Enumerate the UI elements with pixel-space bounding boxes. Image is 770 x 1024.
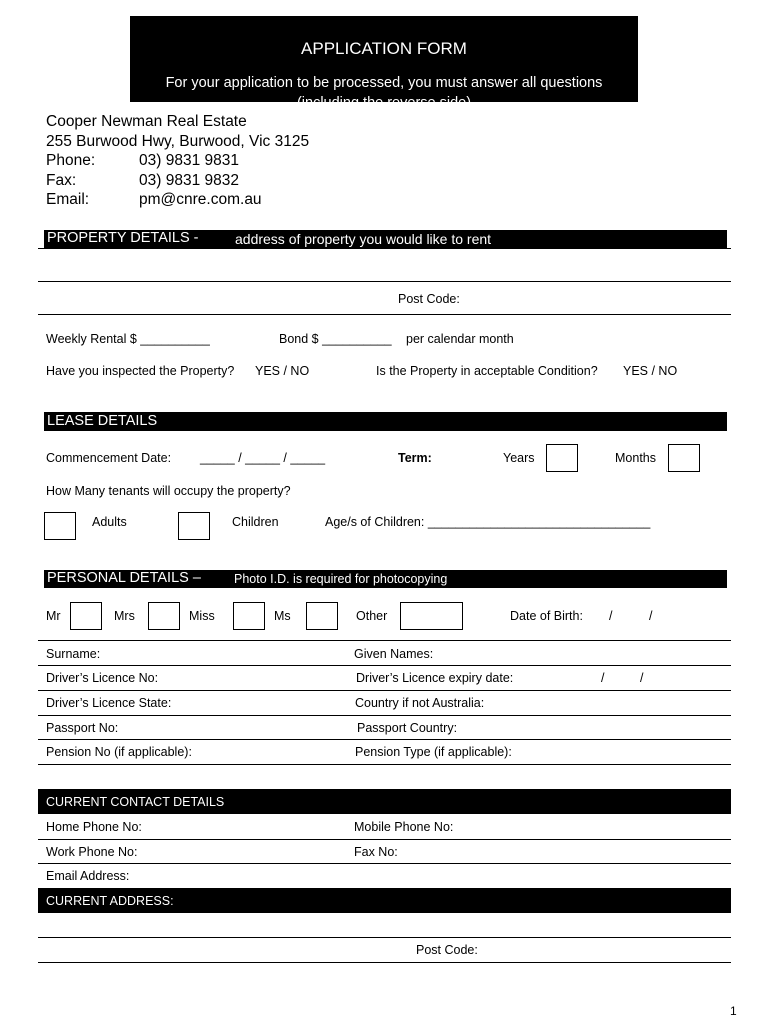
lease-details-heading: LEASE DETAILS (47, 413, 158, 429)
title-miss-label: Miss (189, 609, 215, 623)
home-phone-label[interactable]: Home Phone No: (46, 820, 142, 834)
licence-expiry-label[interactable]: Driver’s Licence expiry date: (356, 671, 514, 685)
expiry-slash-2: / (640, 671, 644, 685)
licence-no-label[interactable]: Driver’s Licence No: (46, 671, 159, 685)
pension-type-label[interactable]: Pension Type (if applicable): (355, 745, 512, 759)
title-ms-label: Ms (274, 609, 291, 623)
agency-email[interactable]: pm@cnre.com.au (139, 191, 262, 208)
agency-email-label: Email: (46, 191, 90, 208)
dob-label: Date of Birth: (510, 609, 583, 623)
property-bar-underline (38, 248, 731, 249)
passport-row-line (38, 739, 731, 740)
commencement-label: Commencement Date: (46, 451, 172, 465)
tenants-question: How Many tenants will occupy the property? (46, 484, 291, 498)
passport-country-label[interactable]: Passport Country: (357, 721, 458, 735)
commencement-date-field[interactable]: _____ / _____ / _____ (200, 451, 326, 465)
property-details-heading: PROPERTY DETAILS - (47, 230, 199, 246)
country-label[interactable]: Country if not Australia: (355, 696, 485, 710)
years-label: Years (503, 451, 535, 465)
title-ms-checkbox[interactable] (306, 602, 338, 630)
contact-details-heading: CURRENT CONTACT DETAILS (46, 795, 225, 809)
title-miss-checkbox[interactable] (233, 602, 265, 630)
licence-state-label[interactable]: Driver’s Licence State: (46, 696, 172, 710)
given-names-label[interactable]: Given Names: (354, 647, 434, 661)
current-address-bar (38, 888, 731, 913)
children-ages-field[interactable]: Age/s of Children: ________________________________ (325, 515, 651, 529)
licence-state-row-line (38, 715, 731, 716)
dob-slash-1: / (609, 609, 613, 623)
children-count-box[interactable] (178, 512, 210, 540)
form-title: APPLICATION FORM (301, 39, 467, 58)
agency-address: 255 Burwood Hwy, Burwood, Vic 3125 (46, 133, 310, 150)
per-month-label: per calendar month (406, 332, 514, 346)
inspected-yes-no[interactable]: YES / NO (255, 364, 310, 378)
property-address-line[interactable] (38, 281, 731, 282)
title-mr-label: Mr (46, 609, 61, 623)
lease-details-bar (44, 412, 727, 431)
expiry-slash-1: / (601, 671, 605, 685)
condition-yes-no[interactable]: YES / NO (623, 364, 678, 378)
property-postcode-line[interactable] (38, 314, 731, 315)
condition-question: Is the Property in acceptable Condition? (376, 364, 598, 378)
personal-details-bar (44, 570, 727, 588)
current-address-line[interactable] (38, 937, 731, 938)
title-mr-checkbox[interactable] (70, 602, 102, 630)
children-label: Children (232, 515, 279, 529)
weekly-rental-field[interactable]: Weekly Rental $ __________ (46, 332, 210, 346)
inspected-question: Have you inspected the Property? (46, 364, 235, 378)
adults-label: Adults (92, 515, 127, 529)
term-label: Term: (398, 451, 432, 465)
personal-details-heading: PERSONAL DETAILS – (47, 570, 201, 586)
work-phone-label[interactable]: Work Phone No: (46, 845, 138, 859)
title-mrs-checkbox[interactable] (148, 602, 180, 630)
adults-count-box[interactable] (44, 512, 76, 540)
agency-phone: 03) 9831 9831 (139, 152, 239, 169)
surname-row-line (38, 665, 731, 666)
page-number: 1 (730, 1004, 737, 1018)
personal-details-subheading: Photo I.D. is required for photocopying (234, 572, 448, 586)
months-checkbox[interactable] (668, 444, 700, 472)
mobile-phone-label[interactable]: Mobile Phone No: (354, 820, 454, 834)
licence-row-line (38, 690, 731, 691)
agency-fax-label: Fax: (46, 172, 77, 189)
pension-no-label[interactable]: Pension No (if applicable): (46, 745, 192, 759)
agency-phone-label: Phone: (46, 152, 96, 169)
property-details-bar (44, 230, 727, 248)
form-header (130, 16, 638, 111)
property-postcode-label: Post Code: (398, 292, 460, 306)
title-row-line (38, 640, 731, 641)
years-checkbox[interactable] (546, 444, 578, 472)
surname-label[interactable]: Surname: (46, 647, 101, 661)
property-details-subheading: address of property you would like to rent (235, 231, 492, 247)
current-postcode-label: Post Code: (416, 943, 478, 957)
form-subtitle-line2: (including the reverse side) (296, 95, 472, 111)
months-label: Months (615, 451, 656, 465)
current-address-heading: CURRENT ADDRESS: (46, 894, 174, 908)
home-phone-row-line (38, 839, 731, 840)
current-postcode-line[interactable] (38, 962, 731, 963)
fax-no-label[interactable]: Fax No: (354, 845, 398, 859)
email-address-label[interactable]: Email Address: (46, 869, 130, 883)
title-other-field[interactable] (400, 602, 463, 630)
agency-fax: 03) 9831 9832 (139, 172, 239, 189)
dob-slash-2: / (649, 609, 653, 623)
pension-row-line (38, 764, 731, 765)
agency-name: Cooper Newman Real Estate (46, 113, 247, 130)
passport-no-label[interactable]: Passport No: (46, 721, 119, 735)
title-mrs-label: Mrs (114, 609, 135, 623)
bond-field[interactable]: Bond $ __________ (279, 332, 392, 346)
title-other-label: Other (356, 609, 388, 623)
form-subtitle (130, 73, 638, 113)
contact-details-bar (38, 789, 731, 814)
work-phone-row-line (38, 863, 731, 864)
form-subtitle-line1: For your application to be processed, you must answer all questions (165, 75, 603, 91)
